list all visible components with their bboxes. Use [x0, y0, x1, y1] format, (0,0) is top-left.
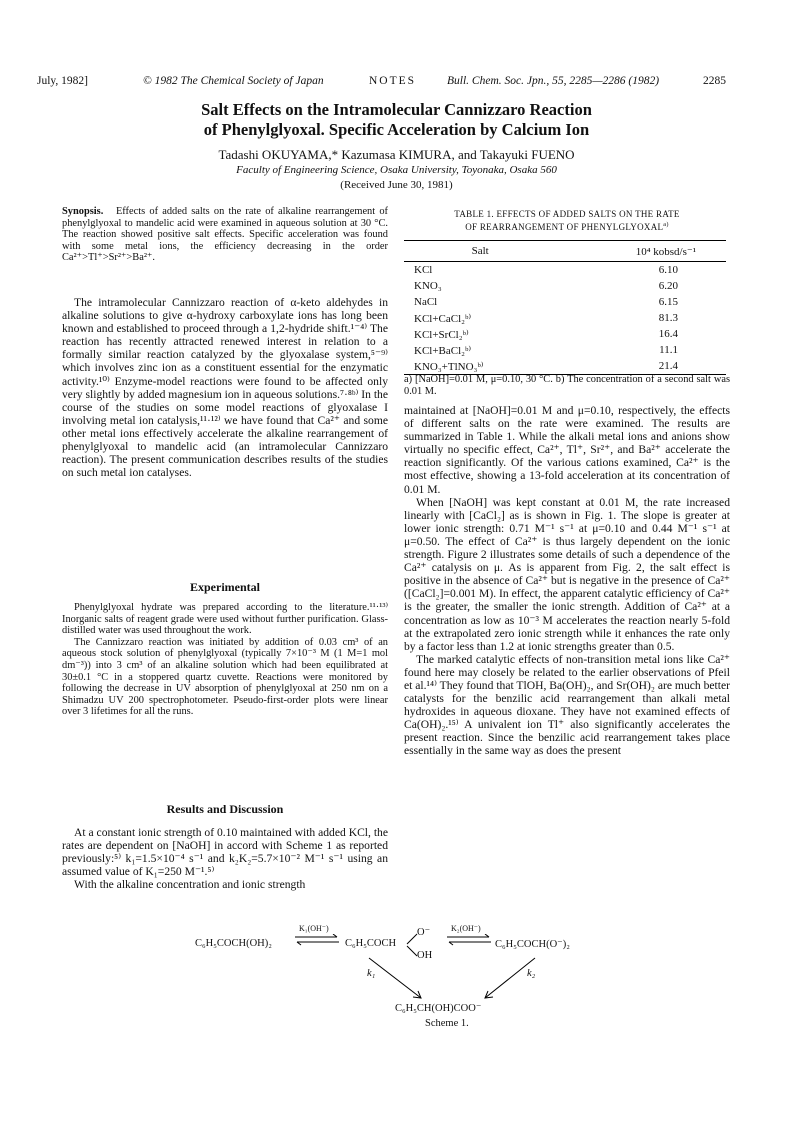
running-header [37, 75, 727, 89]
issue-date: July, 1982] [37, 75, 89, 87]
dianion-intermediate: C₆H₅COCH(O⁻)₂ [495, 939, 570, 950]
col-header-salt: Salt [404, 241, 546, 262]
table-row: KCl+BaCl₂ᵇ⁾ 11.1 [414, 344, 678, 357]
monoanion-intermediate: C₆H₅COCH [345, 938, 397, 949]
table-row: KNO₃+TlNO₃ᵇ⁾ 21.4 [404, 358, 726, 375]
equilibrium-k2-label: K₂(OH⁻) [451, 924, 481, 933]
experimental-text: Phenylglyoxal hydrate was prepared according to the literature.¹¹·¹³⁾ Inorganic salts of reagent grade were used without further purification. Glass-distilled water was used throughout the work. The Cannizzaro reaction was initiated by addition of 0.03 cm³ of an aqueous stock solution of phenylglyoxal (typically 7×10⁻³ M (1 M=1 mol dm⁻³)) into 3 cm³ of an alkaline solution which had been equilibrated at 30±0.1 °C in a stoppered quartz cuvette. Reactions were monitored by following the decrease in UV absorption of phenylglyoxal at 250 nm on a Shimadzu UV 200 spectrophotometer. Pseudo-first-order plots were linear over 3 lifetimes for all the runs. [62, 602, 388, 718]
table-row: NaCl 6.15 [414, 296, 678, 308]
table-footnote: a) [NaOH]=0.01 M, μ=0.10, 30 °C. b) The concentration of a second salt was 0.01 M. [404, 374, 730, 397]
table-row: KCl 6.10 [414, 264, 678, 276]
salt-effects-table [404, 240, 726, 375]
copyright: © 1982 The Chemical Society of Japan [143, 75, 324, 87]
scheme-caption: Scheme 1. [425, 1018, 469, 1029]
col-header-rate: 10⁴ kobsd/s⁻¹ [546, 241, 726, 262]
product-mandelate: C₆H₅CH(OH)COO⁻ [395, 1003, 482, 1014]
article-title: Salt Effects on the Intramolecular Cannizzaro Reaction of Phenylglyoxal. Specific Acceleration by Calcium Ion [201, 100, 592, 139]
rate-arrows [365, 956, 575, 1002]
table-caption: TABLE 1. EFFECTS OF ADDED SALTS ON THE RATE OF REARRANGEMENT OF PHENYLGLYOXAL$^{a)}$ [454, 209, 680, 232]
results-text: At a constant ionic strength of 0.10 maintained with added KCl, the rates are dependent on [NaOH] in accord with Scheme 1 as reported previously:⁵⁾ k₁=1.5×10⁻⁴ s⁻¹ and k₂K₂=5.7×10⁻² M⁻¹ s⁻¹ using an assumed value of K₁=250 M⁻¹.⁵⁾ With the alkaline concentration and ionic strength [62, 826, 388, 892]
table-row: KCl+SrCl₂ᵇ⁾ 16.4 [414, 328, 678, 341]
rate-constant-k1: k₁ [367, 968, 376, 979]
equilibrium-arrows-1 [293, 934, 341, 946]
page-number: 2285 [703, 75, 726, 87]
introduction: The intramolecular Cannizzaro reaction of α-keto aldehydes in alkaline solutions to give α-hydroxy carboxylate ions has long been known and established to proceed through a 1,2-hydride shift.¹⁻⁴⁾ The reaction has recently attracted renewed interest in relation to a formally similar reaction catalyzed by the glyoxalase system,⁵⁻⁹⁾ which involves zinc ion as a constituent essential for the enzymatic activity.¹⁰⁾ Enzyme-model reactions were found to be affected only very slightly by added magnesium ion in aqueous solutions.⁷·⁸ᵇ⁾ In the course of the studies on some model reactions of glyoxalase I involving metal ion catalysis,¹¹·¹²⁾ we have found that Ca²⁺ and some other metal ions effectively accelerate the alkaline rearrangement of phenylglyoxal to mandelic acid (an intramolecular Cannizzaro reaction). The present communication describes results of the studies on such metal ion catalyses. [62, 296, 388, 480]
table-row: KNO₃ 6.20 [414, 280, 678, 292]
synopsis: Synopsis. Effects of added salts on the rate of alkaline rearrangement of phenylglyoxal to mandelic acid were examined in aqueous solution at 30 °C. The reaction showed positive salt effects. Specific acceleration was found with some metal ions, the efficiency decreasing in the order Ca²⁺>Tl⁺>Sr²⁺>Ba²⁺. [62, 206, 389, 264]
section-label: NOTES [369, 75, 417, 87]
o-minus-substituent: O⁻ [417, 927, 431, 938]
reaction-scheme [195, 924, 655, 1032]
results-heading: Results and Discussion [166, 802, 284, 816]
citation: Bull. Chem. Soc. Jpn., 55, 2285—2286 (1982) [447, 75, 660, 87]
equilibrium-k1-label: K₁(OH⁻) [299, 924, 329, 933]
right-column-text: maintained at [NaOH]=0.01 M and μ=0.10, respectively, the effects of different salts on the rate were examined. The results are summarized in Table 1. While the alkali metal ions and anions show virtually no specific effect, Ca²⁺, Tl⁺, Sr²⁺, and Ba²⁺ accelerate the reaction significantly. Of the various cations examined, Ca²⁺ is the most effective, showing a 13-fold acceleration at its concentration of 0.01 M. When [NaOH] was kept constant at 0.01 M, the rate increased linearly with [CaCl₂] as is shown in Fig. 1. The slope is greater at lower ionic strength: 0.71 M⁻¹ s⁻¹ at μ=0.10 and 0.44 M⁻¹ s⁻¹ at μ=0.50. The effect of Ca²⁺ is thus largely dependent on the ionic strength. Figure 2 illustrates some details of such a dependence of the Ca²⁺ catalysis on μ. As is apparent from Fig. 2, the salt effect is positive in the absence of Ca²⁺ but is negative in the presence of Ca²⁺ ([CaCl₂]=0.001 M). In effect, the apparent catalytic efficiency of Ca²⁺ is the greater, the smaller the ionic strength. Addition of Ca²⁺ at a concentration as low as 10⁻³ M accelerates the reaction nearly 5-fold at the extrapolated zero ionic strength while it enhances the rate only by a factor less than 1.2 at ionic strengths greater than 0.5. The marked catalytic effects of non-transition metal ions like Ca²⁺ found here may closely be related to the earlier observations of Pfeil et al.¹⁴⁾ They found that TlOH, Ba(OH)₂, and Sr(OH)₂ are much better catalysts for the benzilic acid rearrangement than alkali metal hydroxides in aqueous dioxane. They have not examined effects of Ca(OH)₂.¹⁵⁾ A univalent ion Tl⁺ also significantly accelerates the present reaction. Since the benzilic acid rearrangement takes place essentially in the same way as does the present [404, 404, 730, 758]
rate-constant-k2: k₂ [527, 968, 536, 979]
authors: Tadashi OKUYAMA,* Kazumasa KIMURA, and Takayuki FUENO [218, 147, 575, 162]
equilibrium-arrows-2 [445, 934, 493, 946]
received-date: (Received June 30, 1981) [340, 179, 453, 191]
oh-substituent: OH [417, 950, 433, 961]
table-row: KCl+CaCl₂ᵇ⁾ 81.3 [414, 312, 678, 325]
reactant-hydrate: C₆H₅COCH(OH)₂ [195, 938, 272, 949]
experimental-heading: Experimental [190, 580, 260, 594]
affiliation: Faculty of Engineering Science, Osaka University, Toyonaka, Osaka 560 [236, 164, 557, 176]
synopsis-label: Synopsis. [62, 206, 104, 217]
